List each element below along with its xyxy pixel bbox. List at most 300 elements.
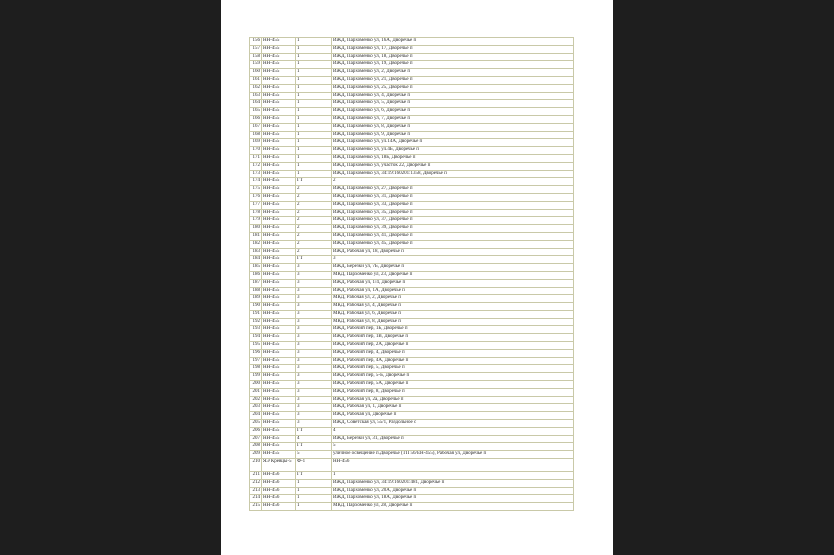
group-cell: 3 <box>296 404 332 412</box>
group-cell: 1 <box>296 139 332 147</box>
feeder-cell: НН-455 <box>262 388 296 396</box>
group-cell: 1 <box>296 108 332 116</box>
table-row <box>250 232 574 240</box>
feeder-cell: НН-455 <box>262 310 296 318</box>
group-cell: 3 <box>296 287 332 295</box>
row-number-cell: 179 <box>250 217 262 225</box>
description-cell: 5 <box>332 443 574 451</box>
row-number-cell: 157 <box>250 45 262 53</box>
table-row <box>250 115 574 123</box>
group-cell: 1 <box>296 170 332 178</box>
feeder-cell: НН-455 <box>262 240 296 248</box>
table-row <box>250 412 574 420</box>
feeder-cell: НН-455 <box>262 45 296 53</box>
table-row <box>250 248 574 256</box>
feeder-cell: НН-455 <box>262 162 296 170</box>
description-cell: ИЖД, Рабочая ул, 1, Дворечье п <box>332 404 574 412</box>
feeder-cell: НН-455 <box>262 76 296 84</box>
description-cell: ИЖД, Пархоменко ул, 17, Дворечье п <box>332 45 574 53</box>
description-cell: ИЖД, Пархоменко ул, 41, Дворечье п <box>332 232 574 240</box>
description-cell: ИЖД, Пархоменко ул, 18, Дворечье п <box>332 53 574 61</box>
row-number-cell: 190 <box>250 303 262 311</box>
row-number-cell: 164 <box>250 100 262 108</box>
feeder-cell: НН-455 <box>262 139 296 147</box>
table-row <box>250 154 574 162</box>
group-cell: 2 <box>296 232 332 240</box>
feeder-cell: НН-455 <box>262 435 296 443</box>
group-cell: 4 <box>296 435 332 443</box>
table-row <box>250 38 574 46</box>
feeder-cell: НН-456 <box>262 503 296 511</box>
group-cell: 1 <box>296 487 332 495</box>
row-number-cell: 192 <box>250 318 262 326</box>
row-number-cell: 187 <box>250 279 262 287</box>
row-number-cell: 209 <box>250 451 262 459</box>
description-cell: ИЖД, Рабочий пер, 4А, Дворечье п <box>332 357 574 365</box>
row-number-cell: 194 <box>250 334 262 342</box>
row-number-cell: 215 <box>250 503 262 511</box>
feeder-cell: НН-455 <box>262 365 296 373</box>
group-cell: 3 <box>296 388 332 396</box>
group-cell: 1 <box>296 495 332 503</box>
feeder-cell: НН-455 <box>262 287 296 295</box>
feeder-cell: НН-455 <box>262 170 296 178</box>
row-number-cell: 184 <box>250 256 262 264</box>
feeder-cell: НН-455 <box>262 373 296 381</box>
row-number-cell: 174 <box>250 178 262 186</box>
group-cell: 3 <box>296 318 332 326</box>
row-number-cell: 173 <box>250 170 262 178</box>
description-cell: ИЖД, Пархоменко ул, 33, Дворечье п <box>332 201 574 209</box>
group-cell: 3 <box>296 264 332 272</box>
feeder-cell: НН-455 <box>262 147 296 155</box>
table-row <box>250 420 574 428</box>
description-cell: 1 <box>332 472 574 480</box>
description-cell: уличное освещение п.Дворечье (ТП 56/ЕН-455), Рабочая ул, Дворечье п <box>332 451 574 459</box>
feeder-cell: НН-455 <box>262 131 296 139</box>
group-cell: 2 <box>296 193 332 201</box>
feeder-cell: НН-455 <box>262 61 296 69</box>
group-cell: 3 <box>296 381 332 389</box>
table-row <box>250 279 574 287</box>
row-number-cell: 207 <box>250 435 262 443</box>
row-number-cell: 200 <box>250 381 262 389</box>
feeder-cell: НН-455 <box>262 256 296 264</box>
row-number-cell: 162 <box>250 84 262 92</box>
group-cell: 1 <box>296 61 332 69</box>
row-number-cell: 197 <box>250 357 262 365</box>
row-number-cell: 199 <box>250 373 262 381</box>
row-number-cell: 166 <box>250 115 262 123</box>
table-row <box>250 373 574 381</box>
row-number-cell: 161 <box>250 76 262 84</box>
feeder-cell: НН-455 <box>262 451 296 459</box>
description-cell: 2 <box>332 178 574 186</box>
feeder-cell: НН-455 <box>262 100 296 108</box>
feeder-cell: НН-455 <box>262 108 296 116</box>
table-row <box>250 84 574 92</box>
description-cell: ИЖД, Пархоменко ул, 18Б, Дворечье п <box>332 154 574 162</box>
group-cell: 1 <box>296 45 332 53</box>
group-cell: ГТ <box>296 178 332 186</box>
description-cell: ИЖД, Пархоменко ул, 4, Дворечье п <box>332 92 574 100</box>
table-row <box>250 326 574 334</box>
group-cell: 2 <box>296 201 332 209</box>
description-cell: ИЖД, Рабочая ул, 1/4, Дворечье п <box>332 279 574 287</box>
description-cell: ИЖД, Рабочий пер, 4, Дворечье п <box>332 349 574 357</box>
feeder-cell: НН-455 <box>262 427 296 435</box>
group-cell: 3 <box>296 349 332 357</box>
feeder-cell: НН-455 <box>262 295 296 303</box>
group-cell: ГТ <box>296 472 332 480</box>
group-cell: 1 <box>296 123 332 131</box>
row-number-cell: 180 <box>250 225 262 233</box>
group-cell: 3 <box>296 271 332 279</box>
group-cell: 1 <box>296 38 332 46</box>
description-cell: ИЖД, Берёзки ул, 31, Дворечье п <box>332 435 574 443</box>
description-cell: ИЖД, Пархоменко ул, 18А, Дворечье п <box>332 495 574 503</box>
table-row <box>250 295 574 303</box>
feeder-cell: НН-455 <box>262 209 296 217</box>
feeder-cell: НН-455 <box>262 396 296 404</box>
description-cell: 4 <box>332 427 574 435</box>
feeder-cell: НН-455 <box>262 84 296 92</box>
table-row <box>250 178 574 186</box>
table-row <box>250 201 574 209</box>
row-number-cell: 193 <box>250 326 262 334</box>
description-cell: МКД, Рабочая ул, 4, Дворечье п <box>332 303 574 311</box>
group-cell: 1 <box>296 162 332 170</box>
table-row <box>250 459 574 472</box>
description-cell: ИЖД, Рабочий пер, 5-Б, Дворечье п <box>332 373 574 381</box>
table-row <box>250 256 574 264</box>
description-cell: ИЖД, Рабочий пер, 5А, Дворечье п <box>332 381 574 389</box>
table-row <box>250 479 574 487</box>
table-row <box>250 451 574 459</box>
table-row <box>250 193 574 201</box>
description-cell: ИЖД, Пархоменко ул, 5, Дворечье п <box>332 100 574 108</box>
group-cell: Ф-1 <box>296 459 332 472</box>
table-row <box>250 76 574 84</box>
feeder-cell: НН-456 <box>262 472 296 480</box>
row-number-cell: 214 <box>250 495 262 503</box>
row-number-cell: 181 <box>250 232 262 240</box>
description-cell: ИЖД, Рабочая ул, 2а, Дворечье п <box>332 396 574 404</box>
row-number-cell: 168 <box>250 131 262 139</box>
description-cell: МКД, Рабочая ул, 8, Дворечье п <box>332 318 574 326</box>
feeder-cell: НН-455 <box>262 69 296 77</box>
row-number-cell: 212 <box>250 479 262 487</box>
row-number-cell: 205 <box>250 420 262 428</box>
feeder-cell: НН-455 <box>262 248 296 256</box>
table-row <box>250 435 574 443</box>
table-row <box>250 170 574 178</box>
row-number-cell: 172 <box>250 162 262 170</box>
feeder-cell: НН-455 <box>262 279 296 287</box>
row-number-cell: 177 <box>250 201 262 209</box>
table-row <box>250 503 574 511</box>
description-cell: МКД, Пархоменко ул, 28, Дворечье п <box>332 503 574 511</box>
table-row <box>250 108 574 116</box>
group-cell: ГТ <box>296 256 332 264</box>
feeder-cell: НН-455 <box>262 271 296 279</box>
group-cell: 3 <box>296 279 332 287</box>
table-row <box>250 357 574 365</box>
feeder-cell: НН-455 <box>262 154 296 162</box>
row-number-cell: 182 <box>250 240 262 248</box>
description-cell: НН-456 <box>332 459 574 472</box>
table-row <box>250 69 574 77</box>
feeder-cell: НН-455 <box>262 115 296 123</box>
feeder-cell: НН-455 <box>262 38 296 46</box>
group-cell: 3 <box>296 334 332 342</box>
description-cell: ИЖД, Пархоменко ул, 16А, Дворечье п <box>332 38 574 46</box>
row-number-cell: 208 <box>250 443 262 451</box>
feeder-cell: НН-455 <box>262 92 296 100</box>
description-cell: ИЖД, Пархоменко ул, участок 22, Дворечье п <box>332 162 574 170</box>
group-cell: 3 <box>296 412 332 420</box>
table-row <box>250 209 574 217</box>
table-row <box>250 349 574 357</box>
table-row <box>250 495 574 503</box>
row-number-cell: 167 <box>250 123 262 131</box>
description-cell: МКД, Рабочая ул, 2, Дворечье п <box>332 295 574 303</box>
feeder-cell: НН-455 <box>262 342 296 350</box>
group-cell: 1 <box>296 92 332 100</box>
table-row <box>250 310 574 318</box>
feeder-cell: НН-455 <box>262 334 296 342</box>
group-cell: 2 <box>296 209 332 217</box>
group-cell: 2 <box>296 186 332 194</box>
group-cell: 1 <box>296 115 332 123</box>
group-cell: 3 <box>296 295 332 303</box>
group-cell: ГТ <box>296 427 332 435</box>
group-cell: 5 <box>296 451 332 459</box>
table-row <box>250 217 574 225</box>
description-cell: ИЖД, Рабочий пер, 1Б, Дворечье п <box>332 326 574 334</box>
description-cell: ИЖД, Пархоменко ул, ул.14А, Дворечье п <box>332 139 574 147</box>
feeder-cell: ЯЭ Кревцы-5 <box>262 459 296 472</box>
feeder-cell: НН-455 <box>262 217 296 225</box>
description-cell: ИЖД, Пархоменко ул, 8, Дворечье п <box>332 123 574 131</box>
description-cell: ИЖД, Пархоменко ул, 45, Дворечье п <box>332 240 574 248</box>
feeder-cell: НН-455 <box>262 443 296 451</box>
description-cell: ИЖД, Пархоменко ул, ул.4Б, Дворечье п <box>332 147 574 155</box>
description-cell: ИЖД, Советская ул, 55/1, Раздольное с <box>332 420 574 428</box>
row-number-cell: 176 <box>250 193 262 201</box>
group-cell: 2 <box>296 240 332 248</box>
group-cell: 1 <box>296 479 332 487</box>
table-row <box>250 264 574 272</box>
group-cell: 1 <box>296 53 332 61</box>
consumer-table <box>249 37 574 511</box>
description-cell: ИЖД, Пархоменко ул, 37, Дворечье п <box>332 217 574 225</box>
row-number-cell: 203 <box>250 404 262 412</box>
feeder-cell: НН-455 <box>262 232 296 240</box>
description-cell: ИЖД, Пархоменко ул, 25, Дворечье п <box>332 84 574 92</box>
description-cell: ИЖД, Рабочий пер, 1В, Дворечье п <box>332 334 574 342</box>
row-number-cell: 213 <box>250 487 262 495</box>
group-cell: 1 <box>296 147 332 155</box>
row-number-cell: 206 <box>250 427 262 435</box>
row-number-cell: 196 <box>250 349 262 357</box>
group-cell: 1 <box>296 131 332 139</box>
group-cell: 3 <box>296 342 332 350</box>
group-cell: 2 <box>296 217 332 225</box>
table-row <box>250 186 574 194</box>
description-cell: ИЖД, Пархоменко ул, 34:19:160201:481, Дворечье п <box>332 479 574 487</box>
row-number-cell: 201 <box>250 388 262 396</box>
group-cell: 1 <box>296 84 332 92</box>
description-cell: ИЖД, Рабочий пер, 5, Дворечье п <box>332 365 574 373</box>
description-cell: ИЖД, Пархоменко ул, 2, Дворечье п <box>332 69 574 77</box>
table-row <box>250 472 574 480</box>
description-cell: ИЖД, Пархоменко ул, 19, Дворечье п <box>332 61 574 69</box>
table-row <box>250 404 574 412</box>
table-row <box>250 271 574 279</box>
table-row <box>250 123 574 131</box>
table-row <box>250 427 574 435</box>
group-cell: 3 <box>296 373 332 381</box>
group-cell: 3 <box>296 310 332 318</box>
group-cell: 1 <box>296 100 332 108</box>
table-row <box>250 45 574 53</box>
table-row <box>250 61 574 69</box>
description-cell: ИЖД, Рабочая ул, Дворечье п <box>332 412 574 420</box>
group-cell: 1 <box>296 154 332 162</box>
description-cell: ИЖД, Пархоменко ул, 20А, Дворечье п <box>332 487 574 495</box>
feeder-cell: НН-455 <box>262 178 296 186</box>
description-cell: ИЖД, Пархоменко ул, 7, Дворечье п <box>332 115 574 123</box>
description-cell: МКД, Рабочая ул, 6, Дворечье п <box>332 310 574 318</box>
group-cell: 1 <box>296 503 332 511</box>
row-number-cell: 170 <box>250 147 262 155</box>
row-number-cell: 185 <box>250 264 262 272</box>
feeder-cell: НН-455 <box>262 225 296 233</box>
feeder-cell: НН-456 <box>262 487 296 495</box>
group-cell: 1 <box>296 76 332 84</box>
group-cell: 3 <box>296 326 332 334</box>
table-row <box>250 381 574 389</box>
feeder-cell: НН-455 <box>262 303 296 311</box>
row-number-cell: 175 <box>250 186 262 194</box>
group-cell: 1 <box>296 69 332 77</box>
row-number-cell: 210 <box>250 459 262 472</box>
row-number-cell: 158 <box>250 53 262 61</box>
table-row <box>250 396 574 404</box>
feeder-cell: НН-455 <box>262 349 296 357</box>
description-cell: ИЖД, Берёзки ул, 7Б, Дворечье п <box>332 264 574 272</box>
row-number-cell: 202 <box>250 396 262 404</box>
row-number-cell: 178 <box>250 209 262 217</box>
table-row <box>250 388 574 396</box>
group-cell: 3 <box>296 396 332 404</box>
group-cell: 3 <box>296 420 332 428</box>
table-row <box>250 139 574 147</box>
table-row <box>250 342 574 350</box>
row-number-cell: 198 <box>250 365 262 373</box>
table-row <box>250 443 574 451</box>
table-row <box>250 53 574 61</box>
description-cell: ИЖД, Рабочая ул, 1А, Дворечье п <box>332 287 574 295</box>
row-number-cell: 186 <box>250 271 262 279</box>
feeder-cell: НН-455 <box>262 186 296 194</box>
feeder-cell: НН-455 <box>262 201 296 209</box>
feeder-cell: НН-455 <box>262 404 296 412</box>
feeder-cell: НН-455 <box>262 357 296 365</box>
feeder-cell: НН-455 <box>262 420 296 428</box>
row-number-cell: 204 <box>250 412 262 420</box>
row-number-cell: 188 <box>250 287 262 295</box>
table-row <box>250 240 574 248</box>
description-cell: ИЖД, Пархоменко ул, 21, Дворечье п <box>332 76 574 84</box>
group-cell: 3 <box>296 365 332 373</box>
row-number-cell: 160 <box>250 69 262 77</box>
table-row <box>250 487 574 495</box>
feeder-cell: НН-455 <box>262 123 296 131</box>
description-cell: ИЖД, Рабочий пер, 8, Дворечье п <box>332 388 574 396</box>
table-row <box>250 365 574 373</box>
document-page <box>221 0 613 555</box>
table-row <box>250 162 574 170</box>
table-row <box>250 147 574 155</box>
group-cell: ГТ <box>296 443 332 451</box>
row-number-cell: 163 <box>250 92 262 100</box>
feeder-cell: НН-455 <box>262 326 296 334</box>
row-number-cell: 171 <box>250 154 262 162</box>
feeder-cell: НН-455 <box>262 412 296 420</box>
feeder-cell: НН-455 <box>262 318 296 326</box>
description-cell: МКД, Пархоменко ул, 23, Дворечье п <box>332 271 574 279</box>
table-row <box>250 303 574 311</box>
description-cell: ИЖД, Пархоменко ул, 31, Дворечье п <box>332 193 574 201</box>
row-number-cell: 169 <box>250 139 262 147</box>
table-row <box>250 100 574 108</box>
description-cell: ИЖД, Рабочая ул, 18, Дворечье п <box>332 248 574 256</box>
table-row <box>250 225 574 233</box>
table-row <box>250 92 574 100</box>
row-number-cell: 191 <box>250 310 262 318</box>
feeder-cell: НН-455 <box>262 264 296 272</box>
table-row <box>250 131 574 139</box>
row-number-cell: 183 <box>250 248 262 256</box>
description-cell: ИЖД, Пархоменко ул, 35, Дворечье п <box>332 209 574 217</box>
table-body <box>250 38 574 511</box>
row-number-cell: 189 <box>250 295 262 303</box>
feeder-cell: НН-455 <box>262 193 296 201</box>
description-cell: ИЖД, Пархоменко ул, 34:19:160201:1358, Дворечье п <box>332 170 574 178</box>
description-cell: ИЖД, Пархоменко ул, 9, Дворечье п <box>332 131 574 139</box>
table-row <box>250 318 574 326</box>
feeder-cell: НН-455 <box>262 381 296 389</box>
feeder-cell: НН-456 <box>262 479 296 487</box>
description-cell: ИЖД, Рабочий пер, 2А, Дворечье п <box>332 342 574 350</box>
table-row <box>250 334 574 342</box>
row-number-cell: 165 <box>250 108 262 116</box>
group-cell: 3 <box>296 357 332 365</box>
group-cell: 2 <box>296 225 332 233</box>
group-cell: 2 <box>296 248 332 256</box>
row-number-cell: 156 <box>250 38 262 46</box>
row-number-cell: 159 <box>250 61 262 69</box>
description-cell: 3 <box>332 256 574 264</box>
feeder-cell: НН-455 <box>262 53 296 61</box>
description-cell: ИЖД, Пархоменко ул, 27, Дворечье п <box>332 186 574 194</box>
description-cell: ИЖД, Пархоменко ул, 39, Дворечье п <box>332 225 574 233</box>
row-number-cell: 195 <box>250 342 262 350</box>
description-cell: ИЖД, Пархоменко ул, 6, Дворечье п <box>332 108 574 116</box>
table-row <box>250 287 574 295</box>
